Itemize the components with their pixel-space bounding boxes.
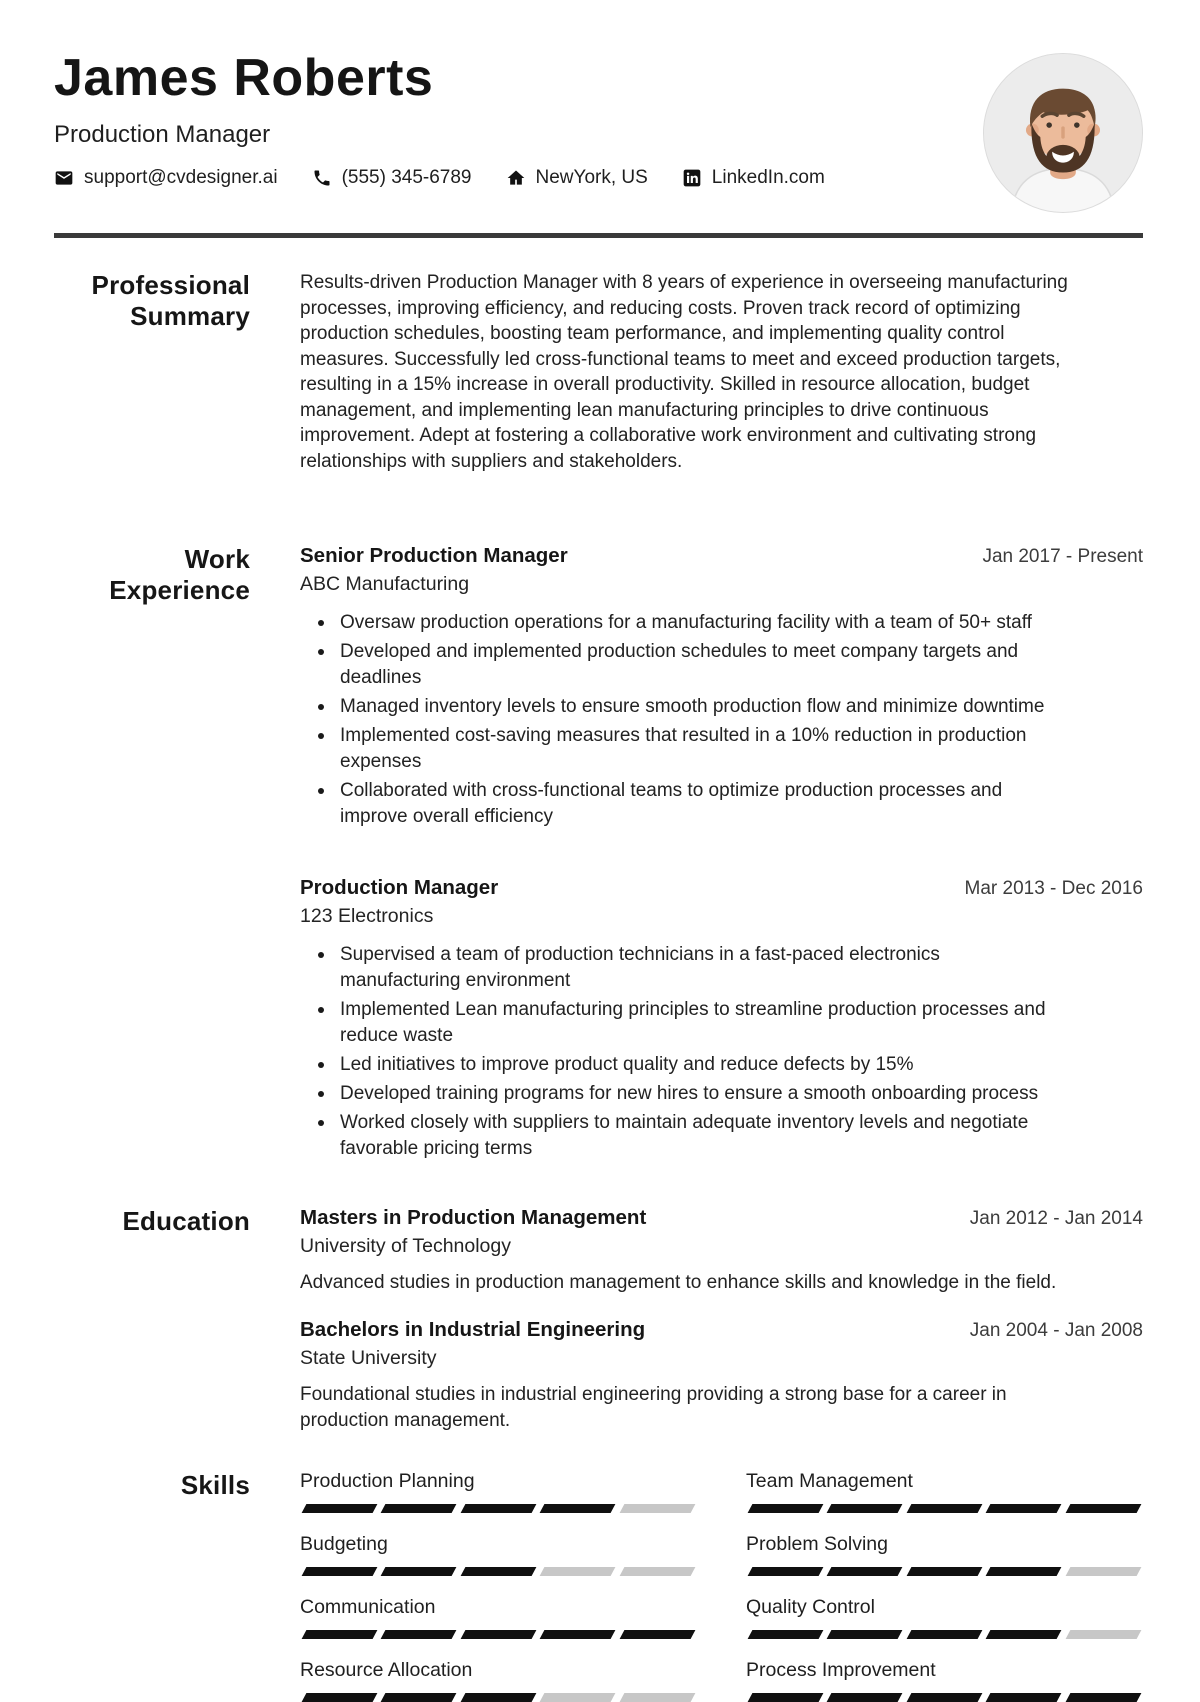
- section-work-experience: [54, 544, 1143, 1162]
- job-company: ABC Manufacturing: [300, 573, 470, 596]
- bullet-item: Supervised a team of production technicians in a fast-paced electronics manufacturing environment: [300, 942, 1065, 994]
- skill-segment-filled: [381, 1567, 457, 1576]
- skill-segment-filled: [986, 1504, 1062, 1513]
- skill-level-bar: [746, 1630, 1143, 1639]
- skill-name: Budgeting: [300, 1533, 388, 1556]
- skill-name: Communication: [300, 1596, 436, 1619]
- job-entry-head: [300, 544, 1143, 568]
- bullet-item: Implemented cost-saving measures that resulted in a 10% reduction in production expenses: [300, 723, 1065, 775]
- skill-segment-filled: [302, 1504, 378, 1513]
- job-title: Production Manager: [300, 876, 499, 900]
- skill-segment-filled: [540, 1630, 616, 1639]
- jobs-list: [300, 544, 1143, 1162]
- education-entry-head: [300, 1206, 1143, 1230]
- skill-segment-filled: [986, 1630, 1062, 1639]
- skill-level-bar: [746, 1504, 1143, 1513]
- phone-icon: [312, 168, 332, 188]
- skill-segment-filled: [748, 1567, 824, 1576]
- job-entry-head: [300, 876, 1143, 900]
- contact-home[interactable]: [506, 167, 648, 189]
- skill-segment-filled: [748, 1630, 824, 1639]
- skill-item: [746, 1659, 1143, 1702]
- skill-level-bar: [300, 1693, 697, 1702]
- summary-text: Results-driven Production Manager with 8 years of experience in overseeing manufacturing processes, improving efficiency, and reducing costs. Proven track record of optimizing production schedules, boosting team performance, and implementing quality control measures. Successfully led cross-functional teams to meet and exceed production targets, resulting in a 15% increase in overall productivity. Skilled in resource allocation, budget management, and implementing lean manufacturing principles to drive continuous improvement. Adept at fostering a collaborative work environment and cultivating strong relationships with suppliers and stakeholders.: [300, 272, 1068, 472]
- school-name: State University: [300, 1347, 437, 1370]
- skill-segment-filled: [460, 1630, 536, 1639]
- bullet-item: Developed training programs for new hires to ensure a smooth onboarding process: [300, 1081, 1065, 1107]
- header: [54, 0, 1143, 238]
- skill-segment-filled: [460, 1567, 536, 1576]
- skill-segment-filled: [302, 1630, 378, 1639]
- bullet-item: Implemented Lean manufacturing principles to streamline production processes and reduce waste: [300, 997, 1065, 1049]
- contact-phone[interactable]: [312, 167, 472, 189]
- skill-segment-empty: [1065, 1630, 1141, 1639]
- bullet-item: Oversaw production operations for a manufacturing facility with a team of 50+ staff: [300, 610, 1065, 636]
- skill-segment-filled: [906, 1567, 982, 1576]
- skill-item: [300, 1470, 697, 1513]
- bullet-item: Managed inventory levels to ensure smooth production flow and minimize downtime: [300, 694, 1065, 720]
- skill-segment-empty: [540, 1567, 616, 1576]
- skills-column: [300, 1470, 697, 1702]
- skill-segment-filled: [302, 1567, 378, 1576]
- header-divider: [54, 233, 1143, 238]
- contact-text: NewYork, US: [535, 167, 648, 189]
- education-entry: [300, 1206, 1143, 1296]
- education-section-label: Education: [122, 1206, 250, 1237]
- skill-segment-filled: [986, 1567, 1062, 1576]
- linkedin-icon: [682, 168, 702, 188]
- skill-segment-empty: [619, 1504, 695, 1513]
- skill-segment-filled: [827, 1504, 903, 1513]
- education-dates: Jan 2004 - Jan 2008: [969, 1320, 1143, 1342]
- skill-segment-filled: [986, 1693, 1062, 1702]
- bullet-item: Collaborated with cross-functional teams to optimize production processes and improve overall efficiency: [300, 778, 1065, 830]
- education-description: Foundational studies in industrial engineering providing a strong base for a career in production management.: [300, 1384, 1007, 1432]
- skill-segment-filled: [827, 1630, 903, 1639]
- skill-segment-filled: [748, 1504, 824, 1513]
- education-entry: [300, 1318, 1143, 1434]
- job-dates: Jan 2017 - Present: [982, 546, 1143, 568]
- contact-linkedin[interactable]: [682, 167, 825, 189]
- education-description: Advanced studies in production management to enhance skills and knowledge in the field.: [300, 1272, 1057, 1294]
- skill-segment-filled: [1065, 1504, 1141, 1513]
- skill-segment-filled: [906, 1504, 982, 1513]
- home-icon: [506, 168, 526, 188]
- skill-segment-filled: [302, 1693, 378, 1702]
- skill-segment-filled: [540, 1504, 616, 1513]
- skill-item: [746, 1533, 1143, 1576]
- skill-item: [746, 1470, 1143, 1513]
- skill-name: Quality Control: [746, 1596, 875, 1619]
- job-bullets: [300, 942, 1075, 1162]
- skill-level-bar: [746, 1567, 1143, 1576]
- skill-item: [300, 1659, 697, 1702]
- skill-segment-filled: [827, 1567, 903, 1576]
- profile-photo: [983, 53, 1143, 213]
- skill-level-bar: [300, 1630, 697, 1639]
- email-icon: [54, 168, 74, 188]
- person-name: James Roberts: [54, 49, 434, 107]
- skill-segment-filled: [460, 1504, 536, 1513]
- contact-text: LinkedIn.com: [711, 167, 825, 189]
- job-entry: [300, 544, 1143, 830]
- skill-segment-empty: [619, 1693, 695, 1702]
- section-skills: [54, 1470, 1143, 1702]
- skill-level-bar: [746, 1693, 1143, 1702]
- skill-segment-empty: [619, 1567, 695, 1576]
- skill-segment-filled: [381, 1693, 457, 1702]
- education-list: [300, 1206, 1143, 1434]
- skill-name: Production Planning: [300, 1470, 475, 1493]
- avatar-illustration: [984, 54, 1142, 212]
- job-entry: [300, 876, 1143, 1162]
- degree-title: Masters in Production Management: [300, 1206, 647, 1230]
- skill-segment-filled: [827, 1693, 903, 1702]
- school-name: University of Technology: [300, 1235, 511, 1258]
- education-entry-head: [300, 1318, 1143, 1342]
- bullet-item: Developed and implemented production schedules to meet company targets and deadlines: [300, 639, 1065, 691]
- job-title: Senior Production Manager: [300, 544, 568, 568]
- section-summary: [54, 270, 1143, 474]
- job-company: 123 Electronics: [300, 905, 434, 928]
- bullet-item: Led initiatives to improve product quality and reduce defects by 15%: [300, 1052, 1065, 1078]
- degree-title: Bachelors in Industrial Engineering: [300, 1318, 646, 1342]
- skills-section-label: Skills: [180, 1470, 250, 1501]
- skill-item: [300, 1533, 697, 1576]
- skill-item: [746, 1596, 1143, 1639]
- skill-segment-filled: [619, 1630, 695, 1639]
- skill-segment-empty: [540, 1693, 616, 1702]
- skill-segment-filled: [906, 1693, 982, 1702]
- job-dates: Mar 2013 - Dec 2016: [964, 878, 1143, 900]
- skill-segment-empty: [1065, 1567, 1141, 1576]
- skill-segment-filled: [381, 1504, 457, 1513]
- section-education: [54, 1206, 1143, 1434]
- skill-name: Process Improvement: [746, 1659, 936, 1682]
- skill-item: [300, 1596, 697, 1639]
- skill-level-bar: [300, 1567, 697, 1576]
- skill-name: Team Management: [746, 1470, 913, 1493]
- skill-segment-filled: [381, 1630, 457, 1639]
- summary-section-label: Professional Summary: [91, 270, 250, 332]
- skill-segment-filled: [460, 1693, 536, 1702]
- work-section-label: Work Experience: [109, 544, 250, 606]
- skill-segment-filled: [1065, 1693, 1141, 1702]
- skills-column: [746, 1470, 1143, 1702]
- contact-row: [54, 167, 1143, 189]
- skill-segment-filled: [748, 1693, 824, 1702]
- skill-name: Resource Allocation: [300, 1659, 473, 1682]
- skill-segment-filled: [906, 1630, 982, 1639]
- skill-name: Problem Solving: [746, 1533, 888, 1556]
- bullet-item: Worked closely with suppliers to maintain adequate inventory levels and negotiate favorable pricing terms: [300, 1110, 1065, 1162]
- skill-level-bar: [300, 1504, 697, 1513]
- person-role: Production Manager: [54, 121, 271, 149]
- contact-email[interactable]: [54, 167, 278, 189]
- contact-text: support@cvdesigner.ai: [84, 167, 278, 189]
- skills-columns: [300, 1470, 1143, 1702]
- job-bullets: [300, 610, 1075, 830]
- contact-text: (555) 345-6789: [341, 167, 472, 189]
- education-dates: Jan 2012 - Jan 2014: [969, 1208, 1143, 1230]
